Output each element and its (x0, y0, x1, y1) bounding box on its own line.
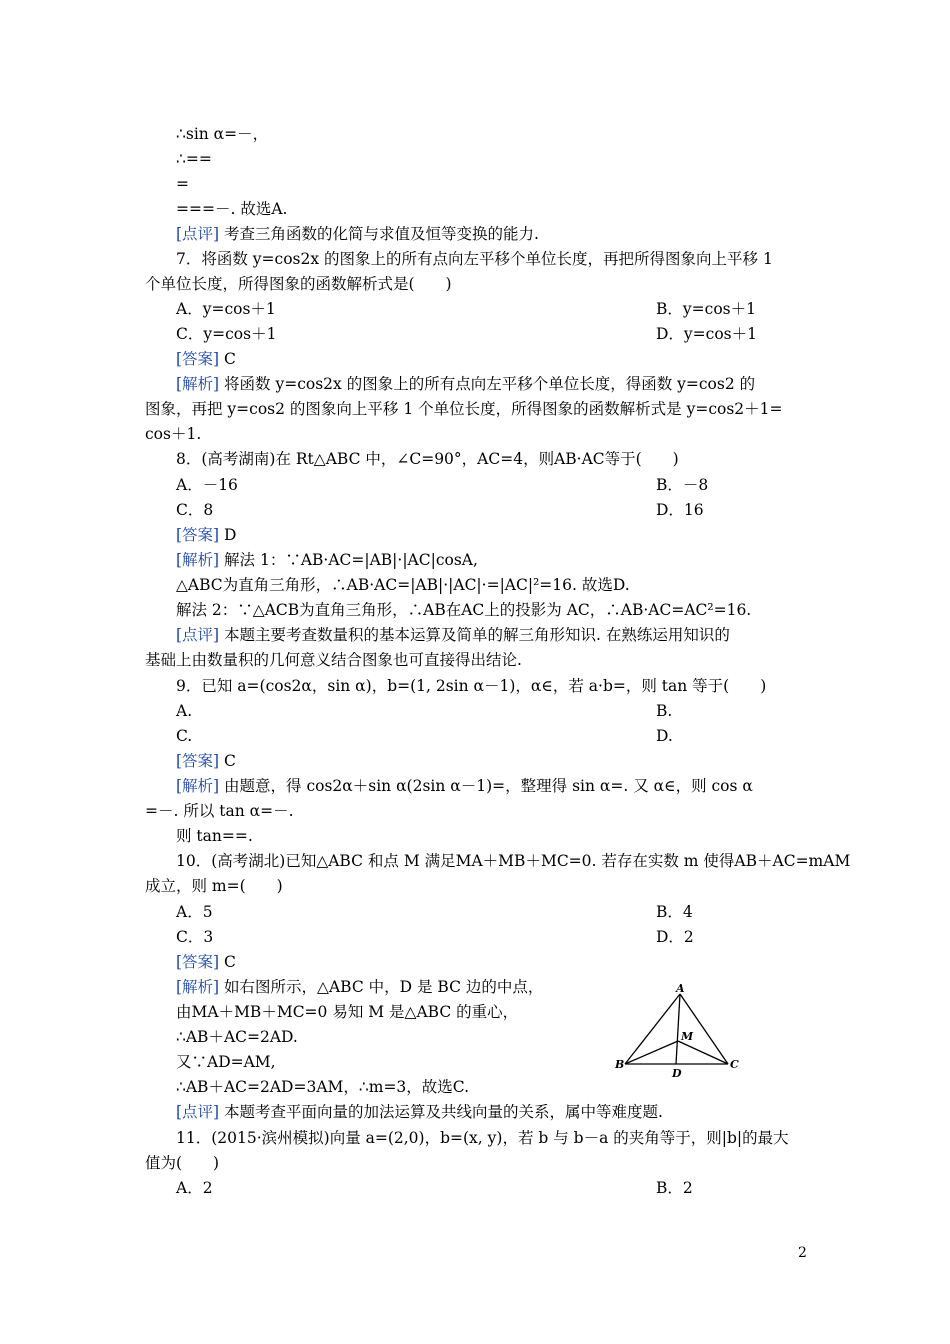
analysis-tag: [解析] (176, 375, 220, 393)
option-b: B．－8 (656, 476, 709, 494)
answer-tag: [答案] (176, 953, 220, 971)
text-line: 成立，则 m=( ) (145, 877, 283, 895)
comment-line (176, 625, 841, 645)
answer-text: C (219, 350, 236, 368)
option-row (176, 324, 841, 344)
analysis-line (176, 776, 841, 796)
text-line: 个单位长度，所得图象的函数解析式是( ) (145, 275, 452, 293)
option-c: C. (176, 727, 193, 745)
analysis-tag: [解析] (176, 551, 220, 569)
answer-line (176, 525, 841, 545)
label-b: B (615, 1058, 625, 1071)
text-line: = (176, 175, 189, 193)
text-line: ∴== (176, 150, 212, 168)
comment-line (176, 224, 841, 244)
option-row (176, 927, 841, 947)
label-c: C (730, 1058, 739, 1071)
text-line: 由MA＋MB＋MC=0 易知 M 是△ABC 的重心， (176, 1003, 519, 1021)
median-ad (676, 994, 680, 1064)
comment-line (176, 1102, 841, 1122)
text-line: cos＋1. (145, 425, 202, 443)
label-d: D (672, 1067, 682, 1080)
text-line: ∴sin α=－， (176, 125, 269, 143)
option-d: D. (656, 727, 673, 745)
option-row (176, 500, 841, 520)
option-b: B．y=cos＋1 (656, 300, 756, 318)
text-line: 解法 2：∵△ACB为直角三角形，∴AB在AC上的投影为 AC，∴AB·AC=AC²=16. (176, 601, 752, 619)
option-b: B．4 (656, 903, 693, 921)
analysis-line (176, 550, 841, 570)
question-11: 11．(2015·滨州模拟)向量 a=(2,0)，b=(x, y)，若 b 与 b－a 的夹角等于，则|b|的最大 (176, 1129, 789, 1147)
comment-text: 考查三角函数的化简与求值及恒等变换的能力. (219, 225, 539, 243)
analysis-line (176, 374, 841, 394)
option-c: C．8 (176, 501, 214, 519)
text-line: ∴AB＋AC=2AD=3AM，∴m=3，故选C. (176, 1078, 470, 1096)
answer-line (176, 751, 841, 771)
page-number: 2 (798, 1245, 807, 1261)
option-c: C．3 (176, 928, 214, 946)
analysis-tag: [解析] (176, 777, 220, 795)
option-d: D．16 (656, 501, 704, 519)
option-b: B．2 (656, 1179, 693, 1197)
label-m: M (681, 1030, 694, 1043)
question-9: 9．已知 a=(cos2α，sin α)，b=(1, 2sin α－1)，α∈，若 a·b=，则 tan 等于( ) (176, 677, 767, 695)
option-row (176, 1178, 841, 1198)
text-line: 则 tan==. (176, 827, 253, 845)
option-a: A．y=cos＋1 (176, 300, 276, 318)
answer-text: C (219, 953, 236, 971)
option-c: C．y=cos＋1 (176, 325, 277, 343)
option-a: A．2 (176, 1179, 213, 1197)
option-a: A. (176, 702, 193, 720)
comment-tag: [点评] (176, 626, 220, 644)
analysis-text: 将函数 y=cos2x 的图象上的所有点向左平移个单位长度，得函数 y=cos2 的 (219, 375, 756, 393)
text-line: 值为( ) (145, 1154, 220, 1172)
text-line: 又∵AD=AM, (176, 1053, 276, 1071)
option-row (176, 902, 841, 922)
triangle-figure (610, 982, 750, 1082)
analysis-text: 解法 1：∵AB·AC=|AB|·|AC|cosA, (219, 551, 478, 569)
segment-bm (625, 1041, 678, 1064)
answer-tag: [答案] (176, 526, 220, 544)
text-line: 图象，再把 y=cos2 的图象向上平移 1 个单位长度，所得图象的函数解析式是 y=cos2＋1= (145, 400, 783, 418)
label-a: A (676, 982, 685, 995)
option-a: A．5 (176, 903, 213, 921)
text-line: △ABC为直角三角形，∴AB·AC=|AB|·|AC|·=|AC|²=16. 故选D. (176, 576, 630, 594)
option-row (176, 701, 841, 721)
option-row (176, 726, 841, 746)
option-d: D．2 (656, 928, 694, 946)
comment-text: 本题考查平面向量的加法运算及共线向量的关系，属中等难度题. (219, 1103, 663, 1121)
question-8: 8．(高考湖南)在 Rt△ABC 中，∠C=90°，AC=4，则AB·AC等于( ) (176, 450, 679, 468)
comment-tag: [点评] (176, 225, 220, 243)
edge-ab (625, 994, 680, 1064)
question-10: 10．(高考湖北)已知△ABC 和点 M 满足MA＋MB＋MC=0. 若存在实数 m 使得AB＋AC=mAM (176, 852, 851, 870)
option-b: B. (656, 702, 673, 720)
analysis-text: 由题意，得 cos2α＋sin α(2sin α－1)=，整理得 sin α=. 又 α∈，则 cos α (219, 777, 753, 795)
answer-line (176, 952, 841, 972)
option-row (176, 299, 841, 319)
comment-tag: [点评] (176, 1103, 220, 1121)
question-7: 7．将函数 y=cos2x 的图象上的所有点向左平移个单位长度，再把所得图象向上平移 1 (176, 250, 773, 268)
answer-text: C (219, 752, 236, 770)
option-row (176, 475, 841, 495)
text-line: 基础上由数量积的几何意义结合图象也可直接得出结论. (145, 651, 522, 669)
answer-tag: [答案] (176, 350, 220, 368)
text-line: ∴AB＋AC=2AD. (176, 1028, 298, 1046)
option-a: A．－16 (176, 476, 238, 494)
text-line: ===－. 故选A. (176, 200, 288, 218)
option-d: D．y=cos＋1 (656, 325, 757, 343)
analysis-text: 如右图所示，△ABC 中，D 是 BC 边的中点， (219, 978, 544, 996)
answer-text: D (219, 526, 237, 544)
text-line: =－. 所以 tan α=－. (145, 802, 294, 820)
analysis-tag: [解析] (176, 978, 220, 996)
answer-line (176, 349, 841, 369)
comment-text: 本题主要考查数量积的基本运算及简单的解三角形知识. 在熟练运用知识的 (219, 626, 730, 644)
answer-tag: [答案] (176, 752, 220, 770)
